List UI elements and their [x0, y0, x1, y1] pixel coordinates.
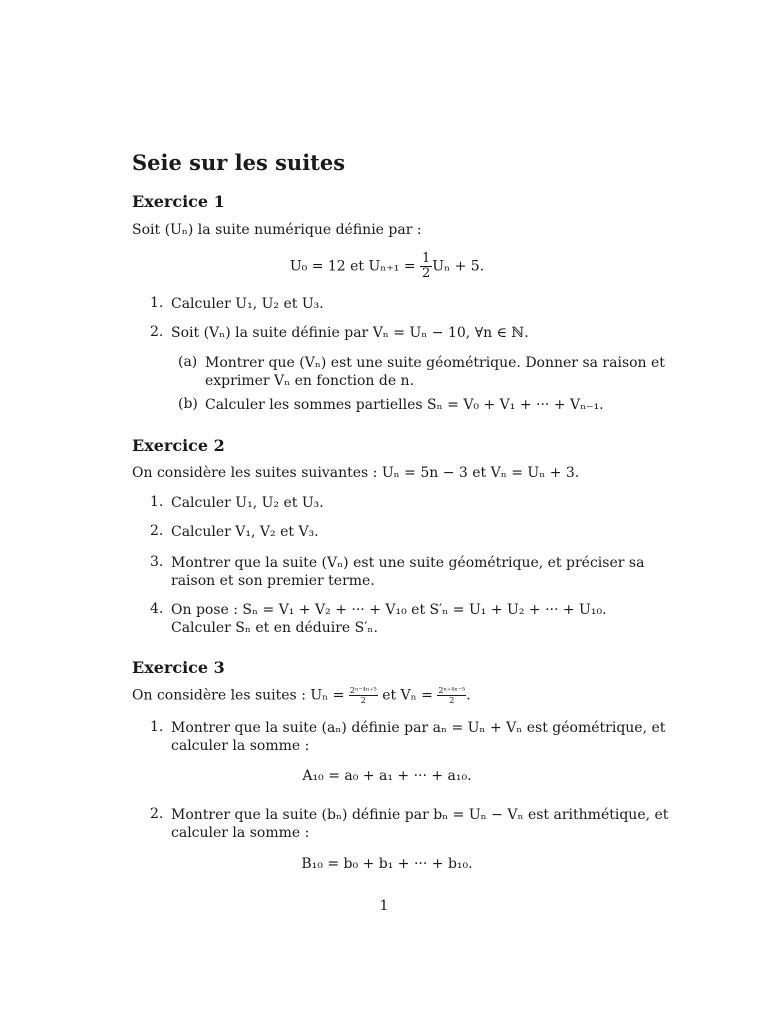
- question-number: 1.: [150, 719, 164, 735]
- exercise-2-intro: On considère les suites suivantes : Uₙ = 5n − 3 et Vₙ = Uₙ + 3.: [132, 465, 580, 481]
- document-title: Seie sur les suites: [132, 150, 346, 175]
- exercise-1-heading: Exercice 1: [132, 192, 225, 211]
- exercise-1-question-2a-line-2: exprimer Vₙ en fonction de n.: [205, 373, 415, 389]
- exercise-3-question-2-line-2: calculer la somme :: [171, 825, 310, 841]
- fraction-numerator: 1: [422, 251, 431, 266]
- exercise-1-question-2: Soit (Vₙ) la suite définie par Vₙ = Uₙ − 10, ∀n ∈ ℕ.: [171, 325, 529, 341]
- exercise-2-question-3-line-2: raison et son premier terme.: [171, 573, 375, 589]
- exercise-3-question-2-line-1: Montrer que la suite (bₙ) définie par bₙ = Uₙ − Vₙ est arithmétique, et: [171, 807, 669, 823]
- definition-fraction: [420, 252, 432, 281]
- exercise-3-intro: [132, 686, 471, 705]
- question-number: 1.: [150, 295, 164, 311]
- fraction-denominator: 2: [422, 266, 431, 281]
- question-number: 2.: [150, 324, 164, 340]
- definition-left: U₀ = 12 et Uₙ₊₁ =: [289, 258, 416, 275]
- exercise-1-definition: [132, 252, 642, 281]
- subquestion-label: (a): [178, 354, 198, 370]
- exercise-3-heading: Exercice 3: [132, 658, 225, 677]
- page-number: 1: [379, 898, 389, 914]
- exercise-1-question-2a-line-1: Montrer que (Vₙ) est une suite géométrique. Donner sa raison et: [205, 355, 665, 371]
- fraction-denominator: 2: [449, 696, 455, 705]
- exercise-3-question-1-line-2: calculer la somme :: [171, 738, 310, 754]
- un-fraction: [349, 686, 378, 705]
- vn-fraction: [437, 686, 466, 705]
- fraction-numerator: 2ⁿ⁻⁴ⁿ⁺⁵: [349, 686, 377, 695]
- definition-right: Uₙ + 5.: [432, 258, 485, 275]
- exercise-3-question-1-line-1: Montrer que la suite (aₙ) définie par aₙ = Uₙ + Vₙ est géométrique, et: [171, 720, 666, 736]
- exercise-2-question-3-line-1: Montrer que la suite (Vₙ) est une suite géométrique, et préciser sa: [171, 555, 645, 571]
- intro-text-a: On considère les suites : Uₙ =: [132, 687, 345, 704]
- exercise-2-question-4-line-1: On pose : Sₙ = V₁ + V₂ + ··· + V₁₀ et S′ₙ = U₁ + U₂ + ··· + U₁₀.: [171, 602, 607, 618]
- question-number: 1.: [150, 494, 164, 510]
- subquestion-label: (b): [178, 396, 198, 412]
- exercise-3-formula-a: A₁₀ = a₀ + a₁ + ··· + a₁₀.: [302, 768, 472, 784]
- fraction-denominator: 2: [360, 696, 366, 705]
- exercise-2-question-1: Calculer U₁, U₂ et U₃.: [171, 495, 324, 511]
- exercise-1-question-2b: Calculer les sommes partielles Sₙ = V₀ + V₁ + ··· + Vₙ₋₁.: [205, 397, 604, 413]
- exercise-2-question-2: Calculer V₁, V₂ et V₃.: [171, 524, 319, 540]
- exercise-2-question-4-line-2: Calculer Sₙ et en déduire S′ₙ.: [171, 620, 378, 636]
- fraction-numerator: 2ⁿ⁺⁴ⁿ⁻⁵: [438, 686, 466, 695]
- exercise-2-heading: Exercice 2: [132, 436, 225, 455]
- intro-text-b: et Vₙ =: [382, 687, 433, 704]
- intro-text-c: .: [466, 687, 471, 704]
- exercise-1-question-1: Calculer U₁, U₂ et U₃.: [171, 296, 324, 312]
- question-number: 4.: [150, 601, 164, 617]
- question-number: 3.: [150, 554, 164, 570]
- question-number: 2.: [150, 523, 164, 539]
- exercise-3-formula-b: B₁₀ = b₀ + b₁ + ··· + b₁₀.: [301, 856, 473, 872]
- exercise-1-intro: Soit (Uₙ) la suite numérique définie par :: [132, 222, 422, 238]
- question-number: 2.: [150, 806, 164, 822]
